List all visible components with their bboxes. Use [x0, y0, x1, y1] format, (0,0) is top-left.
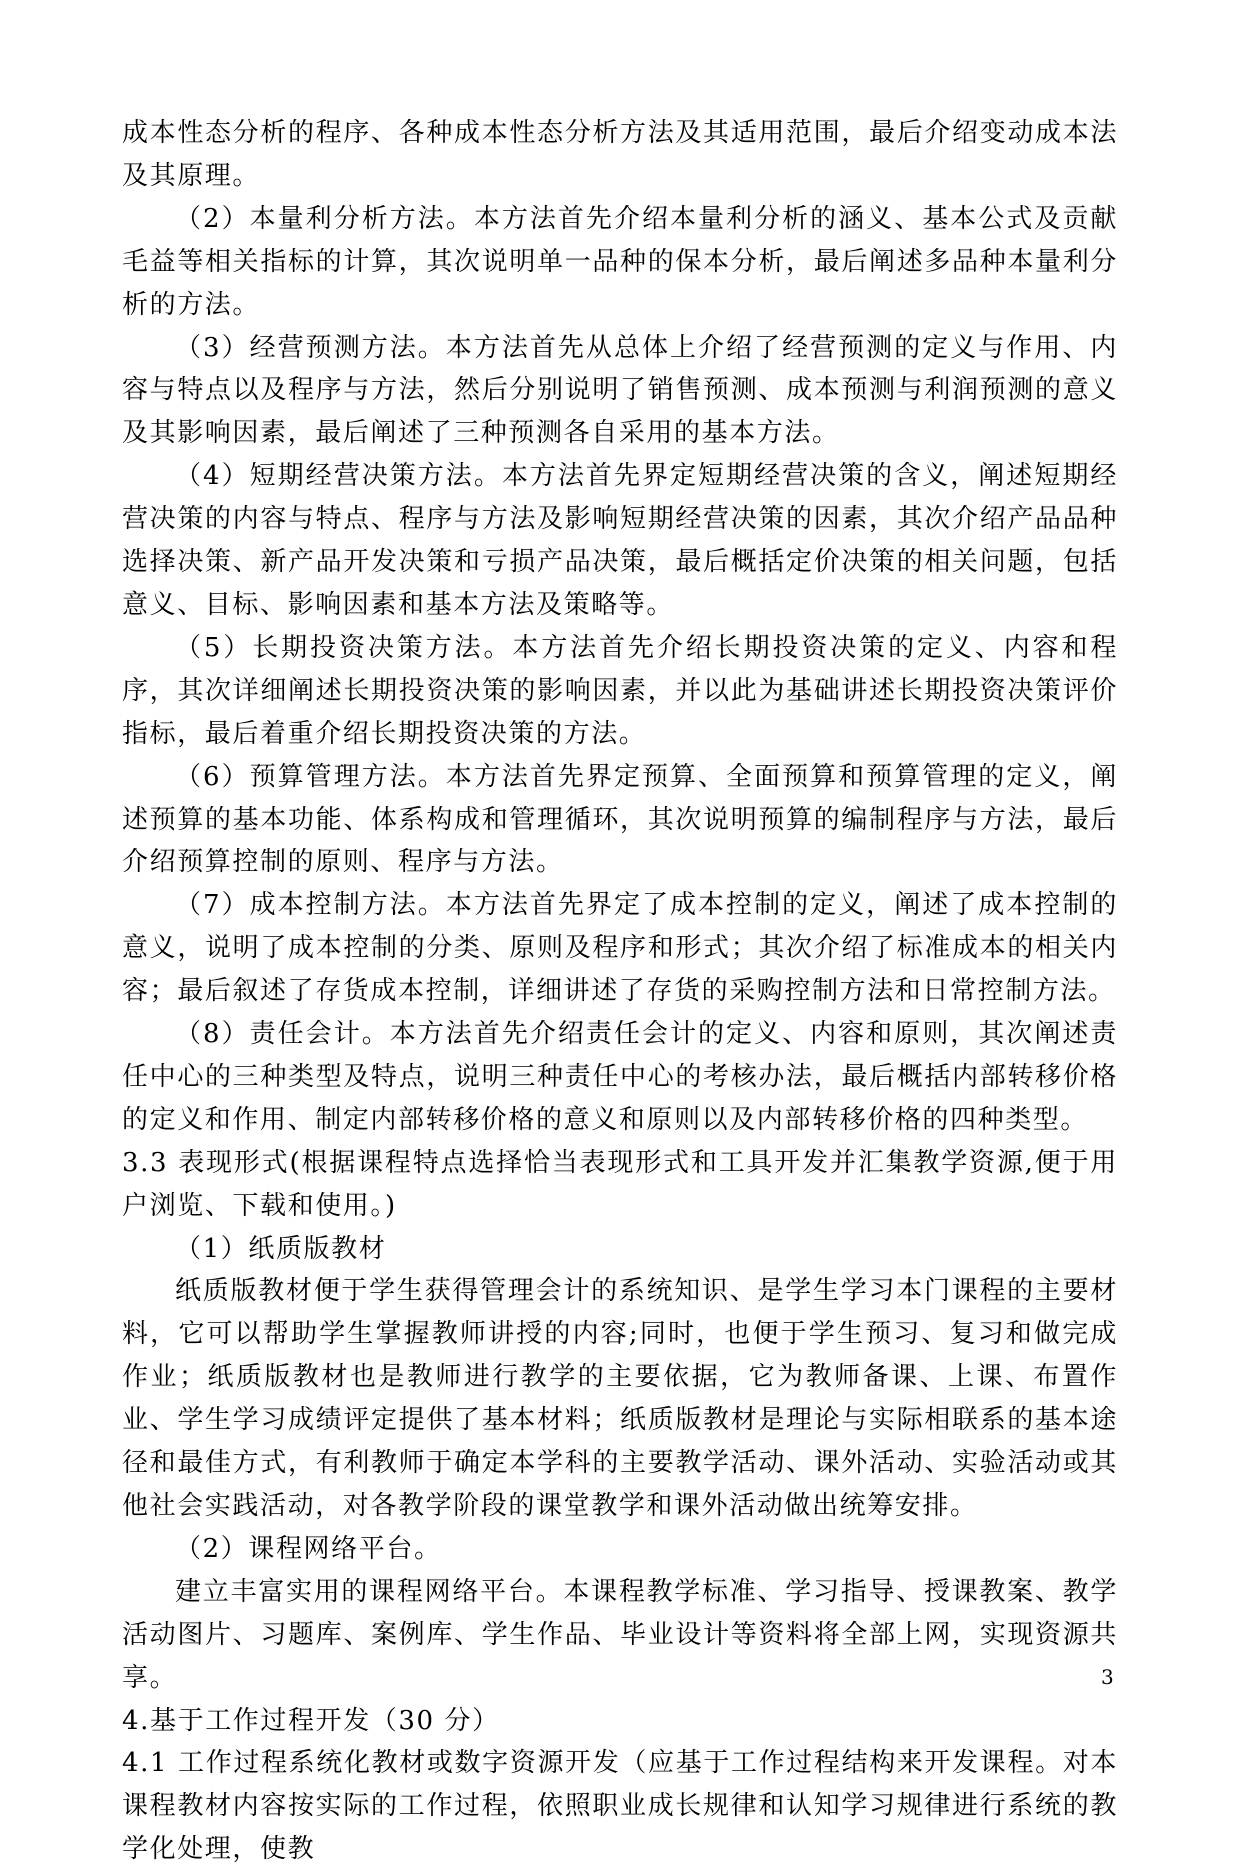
paragraph-item-6: （6）预算管理方法。本方法首先界定预算、全面预算和预算管理的定义，阐述预算的基本功能、体系构成和管理循环，其次说明预算的编制程序与方法，最后介绍预算控制的原则、程序与方法。 [122, 761, 1118, 878]
paragraph-paper-textbook: 纸质版教材便于学生获得管理会计的系统知识、是学生学习本门课程的主要材料，它可以帮助学生掌握教师讲授的内容;同时，也便于学生预习、复习和做完成作业；纸质版教材也是教师进行教学的主要依据，它为教师备课、上课、布置作业、学生学习成绩评定提供了基本材料；纸质版教材是理论与实际相联系的基本途径和最佳方式，有利教师于确定本学科的主要教学活动、课外活动、实验活动或其他社会实践活动，对各教学阶段的课堂教学和课外活动做出统筹安排。 [122, 1276, 1118, 1521]
paragraph-item-5: （5）长期投资决策方法。本方法首先介绍长期投资决策的定义、内容和程序，其次详细阐述长期投资决策的影响因素，并以此为基础讲述长期投资决策评价指标，最后着重介绍长期投资决策的方法。 [122, 632, 1118, 749]
subheading-paper-textbook: （1）纸质版教材 [175, 1233, 387, 1264]
page-number: 3 [1101, 1665, 1114, 1689]
paragraph-item-2: （2）本量利分析方法。本方法首先介绍本量利分析的涵义、基本公式及贡献毛益等相关指标的计算，其次说明单一品种的保本分析，最后阐述多品种本量利分析的方法。 [122, 203, 1118, 320]
section-heading-4: 4.基于工作过程开发（30 分） [122, 1705, 500, 1736]
paragraph-online-platform: 建立丰富实用的课程网络平台。本课程教学标准、学习指导、授课教案、教学活动图片、习题库、案例库、学生作品、毕业设计等资料将全部上网，实现资源共享。 [122, 1576, 1118, 1693]
section-heading-3-3: 3.3 表现形式(根据课程特点选择恰当表现形式和工具开发并汇集教学资源,便于用户浏览、下载和使用。) [122, 1147, 1118, 1221]
paragraph-item-4: （4）短期经营决策方法。本方法首先界定短期经营决策的含义，阐述短期经营决策的内容与特点、程序与方法及影响短期经营决策的因素，其次介绍产品品种选择决策、新产品开发决策和亏损产品决策，最后概括定价决策的相关问题，包括意义、目标、影响因素和基本方法及策略等。 [122, 461, 1118, 620]
section-heading-4-1: 4.1 工作过程系统化教材或数字资源开发（应基于工作过程结构来开发课程。对本课程教材内容按实际的工作过程，依照职业成长规律和认知学习规律进行系统的教学化处理，使教 [122, 1748, 1118, 1865]
paragraph-item-7: （7）成本控制方法。本方法首先界定了成本控制的定义，阐述了成本控制的意义，说明了成本控制的分类、原则及程序和形式；其次介绍了标准成本的相关内容；最后叙述了存货成本控制，详细讲述了存货的采购控制方法和日常控制方法。 [122, 890, 1118, 1007]
subheading-online-platform: （2）课程网络平台。 [175, 1533, 442, 1564]
paragraph-continued: 成本性态分析的程序、各种成本性态分析方法及其适用范围，最后介绍变动成本法及其原理。 [122, 118, 1118, 191]
paragraph-item-8: （8）责任会计。本方法首先介绍责任会计的定义、内容和原则，其次阐述责任中心的三种类型及特点，说明三种责任中心的考核办法，最后概括内部转移价格的定义和作用、制定内部转移价格的意义和原则以及内部转移价格的四种类型。 [122, 1019, 1118, 1135]
body-text [122, 112, 1118, 1871]
paragraph-item-3: （3）经营预测方法。本方法首先从总体上介绍了经营预测的定义与作用、内容与特点以及程序与方法，然后分别说明了销售预测、成本预测与利润预测的意义及其影响因素，最后阐述了三种预测各自采用的基本方法。 [122, 332, 1118, 449]
